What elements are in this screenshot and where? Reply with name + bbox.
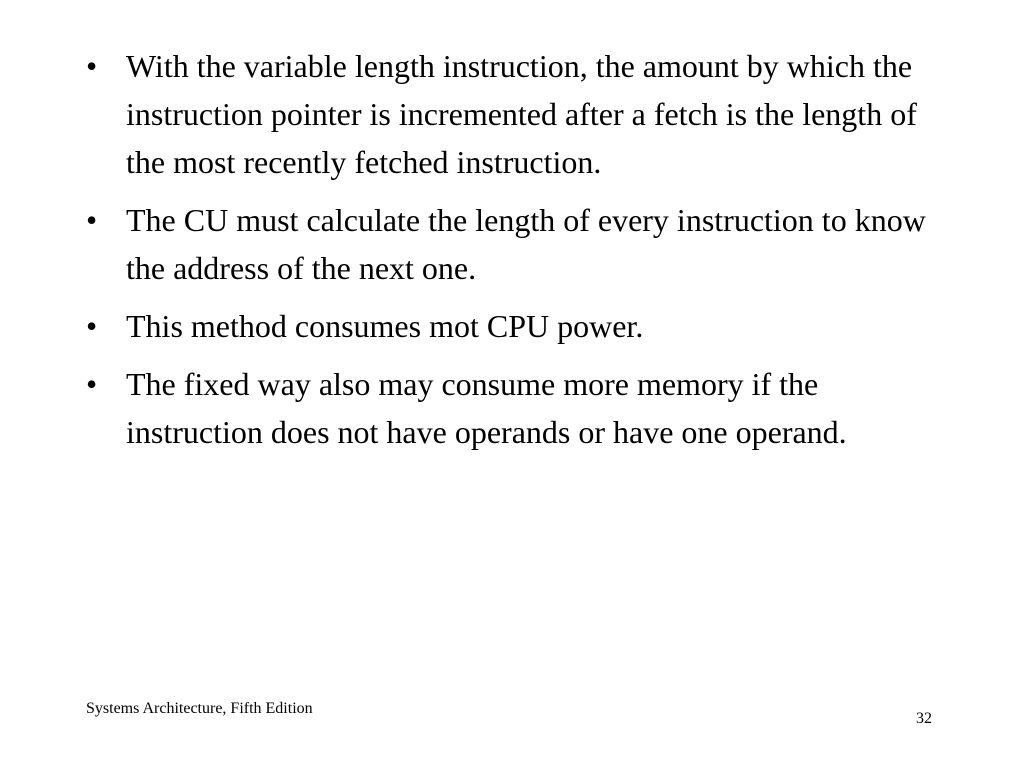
- footer-title: Systems Architecture, Fifth Edition: [86, 700, 313, 717]
- bullet-text: This method consumes mot CPU power.: [126, 308, 644, 344]
- bullet-icon: •: [86, 366, 98, 402]
- page-number: 32: [916, 710, 932, 727]
- bullet-text: The CU must calculate the length of every instruction to know the address of the next one.: [126, 202, 926, 286]
- bullet-item-cu-calculate: [86, 196, 946, 292]
- bullet-text: The fixed way also may consume more memory if the instruction does not have operands or have one operand.: [126, 366, 847, 450]
- bullet-item-variable-length: [86, 42, 946, 186]
- bullet-item-cpu-power: [86, 302, 946, 350]
- bullet-icon: •: [86, 308, 98, 344]
- bullet-text: With the variable length instruction, the amount by which the instruction pointer is incremented after a fetch is the length of the most recently fetched instruction.: [126, 48, 917, 180]
- bullet-icon: •: [86, 48, 98, 84]
- bullet-list: [86, 42, 946, 466]
- bullet-icon: •: [86, 202, 98, 238]
- bullet-item-fixed-way: [86, 360, 946, 456]
